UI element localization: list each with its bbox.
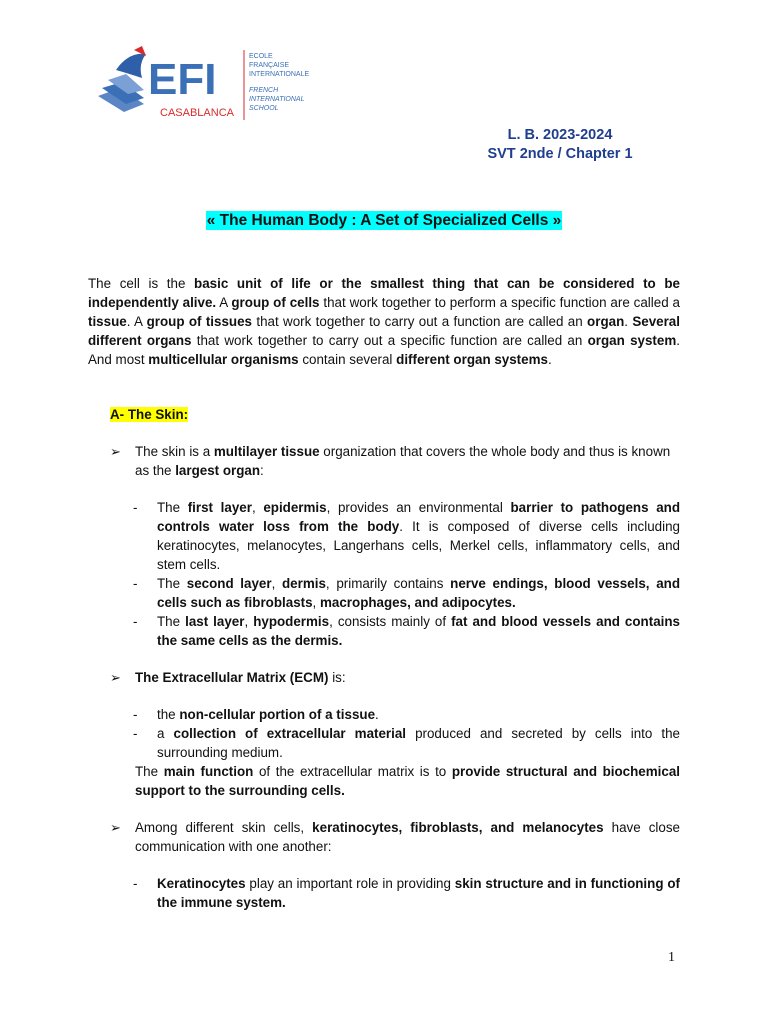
- ecm-list: [88, 705, 680, 762]
- efi-logo-graphic: [94, 44, 314, 124]
- school-year: L. B. 2023-2024: [507, 127, 613, 143]
- list-item: - The second layer, dermis, primarily contains nerve endings, blood vessels, and cells such as fibroblasts, macrophages, and adipocytes.: [133, 576, 680, 610]
- course-header: [460, 126, 660, 164]
- communication-bullet: ➢ Among different skin cells, keratinocytes, fibroblasts, and melanocytes have close communication with one another:: [110, 820, 680, 854]
- document-body: [88, 274, 680, 930]
- arrow-bullet-icon: ➢: [110, 670, 121, 685]
- logo-city-text: CASABLANCA: [160, 107, 234, 119]
- ecm-function-paragraph: The main function of the extracellular matrix is to provide structural and biochemical support to the surrounding cells.: [135, 764, 681, 798]
- intro-paragraph: The cell is the basic unit of life or the smallest thing that can be considered to be independently alive. A group of cells that work together to perform a specific function are called a tissue. A group of tissues that work together to carry out a function are called an organ. Several different organs that work together to carry out a specific function are called an organ system. And most multicellular organisms contain several different organ systems.: [88, 276, 680, 367]
- list-item: - a collection of extracellular material produced and secreted by cells into the surrounding medium.: [133, 726, 680, 760]
- arrow-bullet-icon: ➢: [110, 820, 121, 835]
- skin-layers-list: [88, 498, 680, 650]
- title-container: [0, 212, 768, 230]
- list-item: - The first layer, epidermis, provides an environmental barrier to pathogens and controls water loss from the body. It is composed of diverse cells including keratinocytes, melanocytes, Langerhans cells, Merkel cells, inflammatory cells, and stem cells.: [133, 500, 680, 572]
- logo-line5: INTERNATIONAL: [249, 96, 305, 103]
- list-item: - Keratinocytes play an important role in providing skin structure and in functioning of the immune system.: [133, 876, 680, 910]
- logo-efi-text: EFI: [148, 55, 217, 104]
- subject-chapter: SVT 2nde / Chapter 1: [487, 146, 633, 162]
- cells-list: [88, 874, 680, 912]
- logo-line1: ECOLE: [249, 53, 273, 60]
- page-title: « The Human Body : A Set of Specialized Cells »: [206, 212, 562, 229]
- logo-line2: FRANÇAISE: [249, 62, 290, 69]
- logo-line6: SCHOOL: [249, 105, 279, 112]
- skin-bullet: ➢ The skin is a multilayer tissue organization that covers the whole body and thus is known as the largest organ:: [110, 444, 671, 478]
- page-number: 1: [668, 950, 675, 965]
- arrow-bullet-icon: ➢: [110, 444, 121, 459]
- logo-book-icon: [98, 46, 146, 112]
- school-logo: [94, 44, 314, 124]
- logo-line3: INTERNATIONALE: [249, 71, 310, 78]
- list-item: - The last layer, hypodermis, consists mainly of fat and blood vessels and contains the same cells as the dermis.: [133, 614, 680, 648]
- section-heading-skin: A- The Skin:: [110, 407, 189, 422]
- list-item: - the non-cellular portion of a tissue.: [133, 707, 379, 722]
- ecm-bullet: ➢ The Extracellular Matrix (ECM) is:: [110, 670, 346, 685]
- logo-line4: FRENCH: [249, 87, 279, 94]
